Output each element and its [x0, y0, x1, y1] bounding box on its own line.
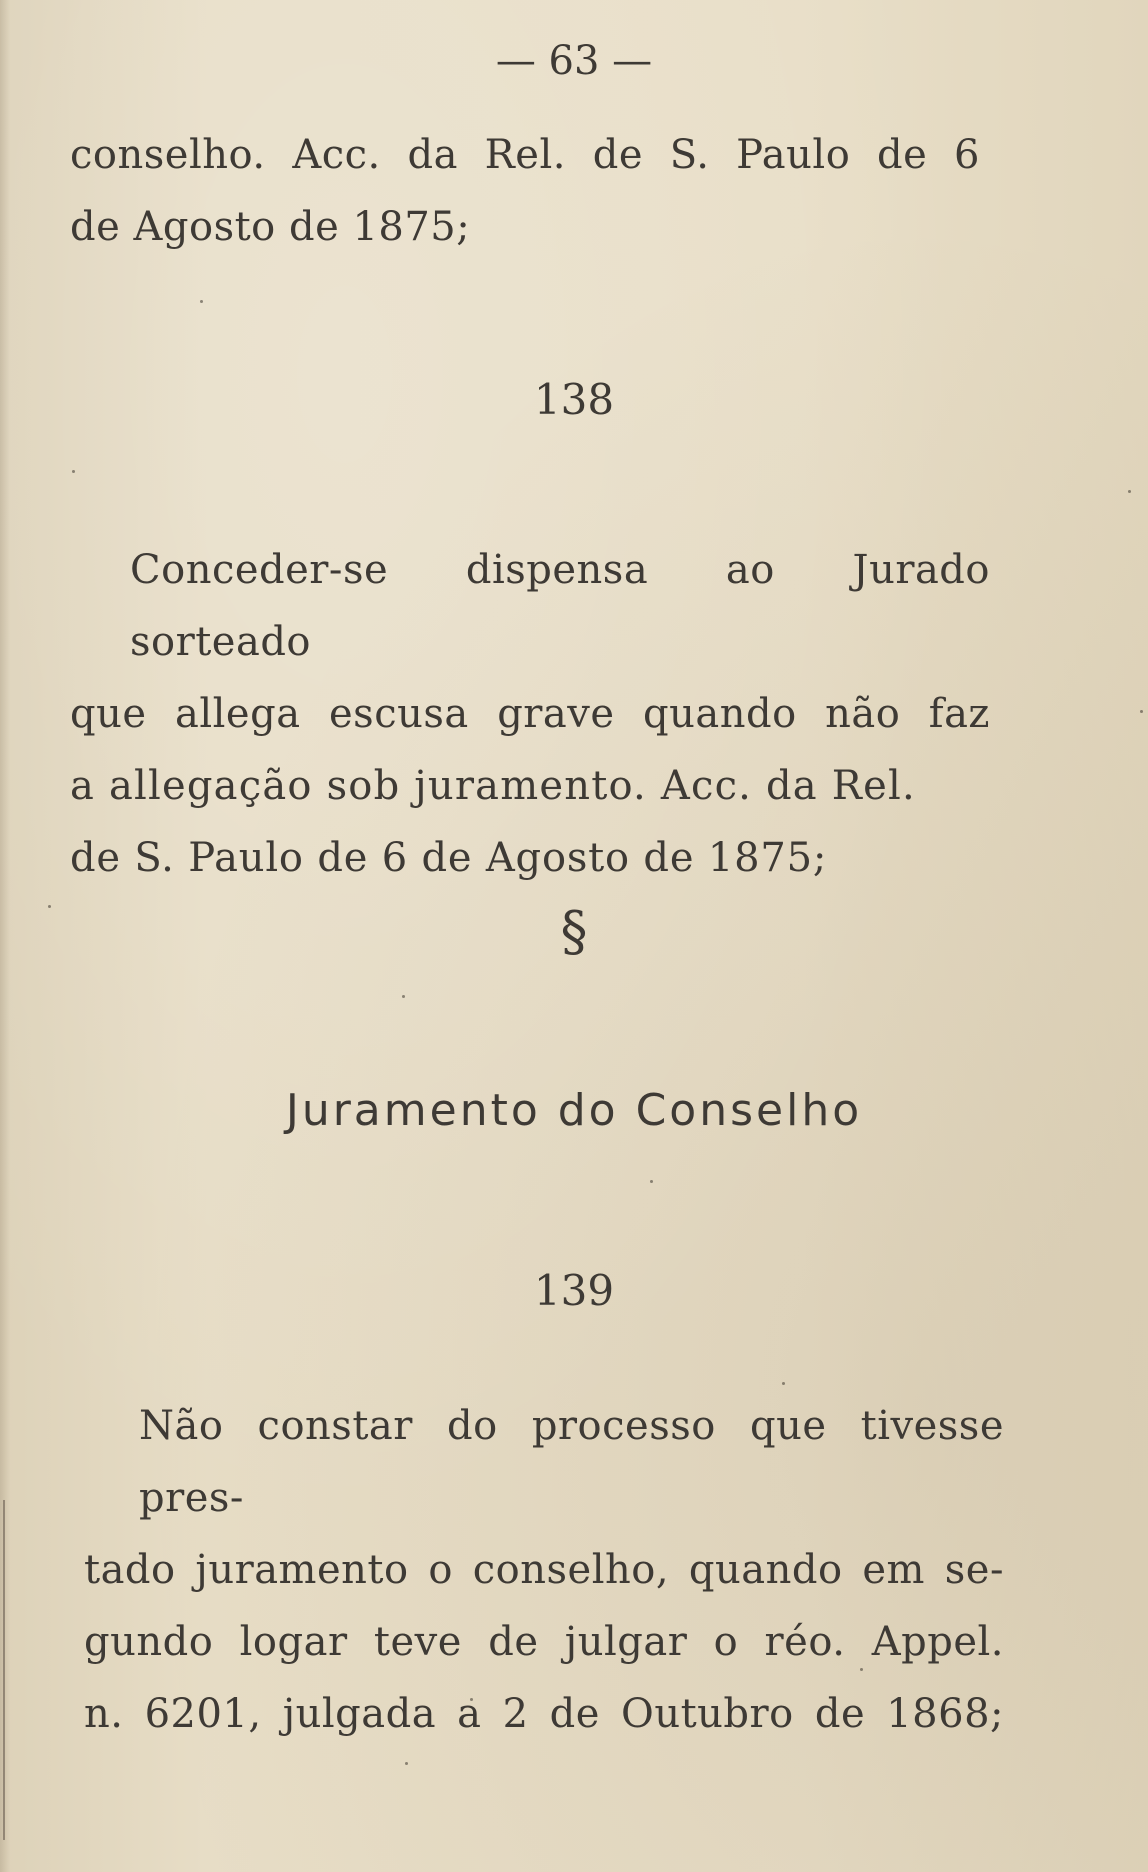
text-line: n. 6201, julgada a 2 de Outubro de 1868; [84, 1691, 1004, 1737]
section-heading: Juramento do Conselho [285, 1085, 863, 1136]
text-line: Conceder-se dispensa ao Jurado sorteado [130, 547, 990, 665]
page-number: — 63 — [495, 38, 653, 84]
text-line: de Agosto de 1875; [70, 204, 471, 250]
text-line: Não constar do processo que tivesse pres- [139, 1403, 1004, 1521]
item-number-139: 139 [533, 1266, 615, 1315]
item-139-paragraph [84, 1390, 1004, 1750]
paper-speck [200, 300, 203, 303]
paper-speck [405, 1762, 408, 1765]
paper-speck [1128, 490, 1131, 493]
text-line: de S. Paulo de 6 de Agosto de 1875; [70, 835, 828, 881]
text-line: que allega escusa grave quando não faz [70, 691, 990, 737]
text-line: a allegação sob juramento. Acc. da Rel. [70, 763, 916, 809]
paper-speck [72, 470, 75, 473]
text-line: gundo logar teve de julgar o réo. Appel. [84, 1619, 1004, 1665]
paper-speck [402, 995, 405, 998]
item-number-138: 138 [533, 375, 615, 424]
opening-paragraph [70, 119, 980, 263]
item-138-paragraph [70, 534, 990, 894]
paper-speck [1140, 710, 1143, 713]
section-sign: § [560, 900, 588, 963]
binding-line [3, 1500, 5, 1840]
text-line: conselho. Acc. da Rel. de S. Paulo de 6 [70, 132, 980, 178]
paper-speck [650, 1180, 653, 1183]
paper-speck [782, 1382, 785, 1385]
text-line: tado juramento o conselho, quando em se- [84, 1547, 1004, 1593]
